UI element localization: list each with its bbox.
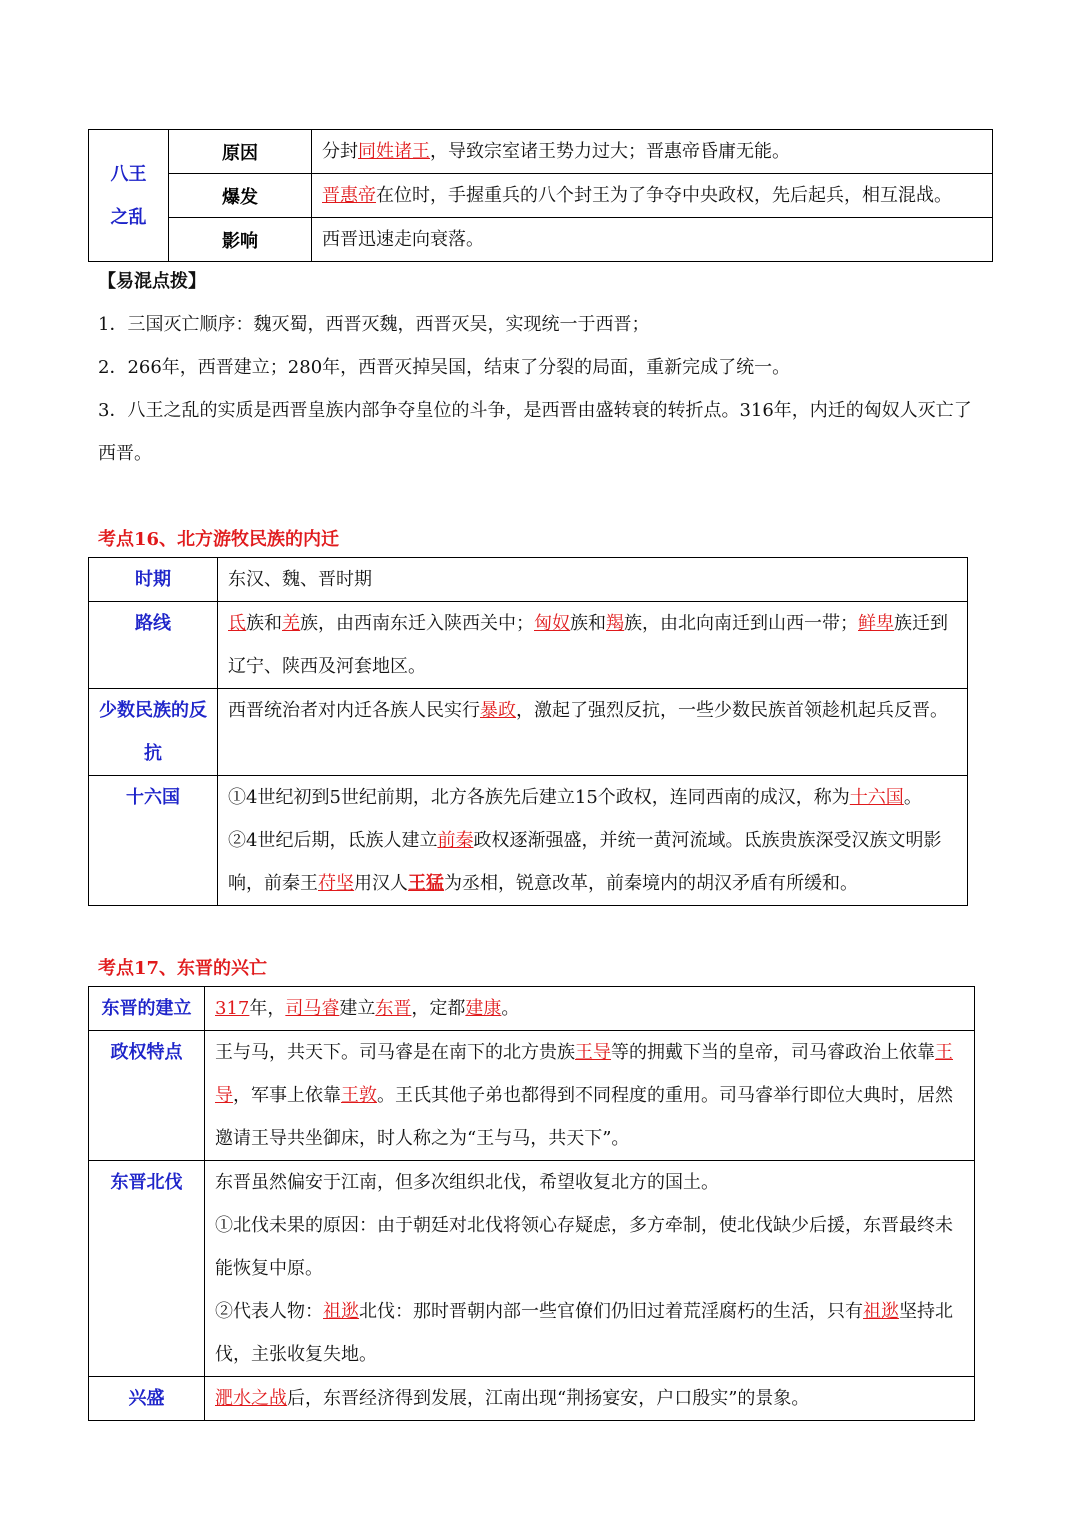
text-run: ，激起了强烈反抗，一些少数民族首领趁机起兵反晋。 — [516, 700, 948, 721]
tips-title: 【易混点拨】 — [98, 271, 206, 292]
text-run: 族和 — [570, 613, 606, 634]
table-eight-kings — [88, 129, 993, 262]
keyword: 氐 — [228, 613, 246, 634]
table-row — [89, 1031, 975, 1161]
keyword: 同姓诸王 — [358, 141, 430, 162]
content-paragraph — [228, 558, 957, 601]
keyword: 晋惠帝 — [322, 185, 376, 206]
row-content — [312, 218, 993, 262]
table-eastern-jin — [88, 986, 975, 1421]
content-paragraph — [228, 776, 957, 819]
keyword: 羌 — [282, 613, 300, 634]
text-run: 政权逐渐强盛，并统一黄河流域。氐族贵族深受汉族文明影响，前秦王 — [228, 830, 942, 894]
text-run: 族，由西南东迁入陕西关中； — [300, 613, 534, 634]
table-row — [89, 1377, 975, 1421]
text-run: 。王氏其他子弟也都得到不同程度的重用。司马睿举行即位大典时，居然邀请王导共坐御床，时人称之为“王与马，共天下”。 — [215, 1085, 953, 1149]
text-run: 西晋统治者对内迁各族人民实行 — [228, 700, 480, 721]
tip-item: 2．266年，西晋建立；280年，西晋灭掉吴国，结束了分裂的局面，重新完成了统一。 — [98, 357, 791, 378]
text-run: 。 — [903, 787, 922, 808]
text-run: ，导致宗室诸王势力过大；晋惠帝昏庸无能。 — [430, 141, 790, 162]
text-run: ②代表人物： — [215, 1301, 323, 1322]
table-row — [89, 1161, 975, 1377]
keyword: 祖逖 — [863, 1301, 899, 1322]
keyword: 十六国 — [849, 787, 904, 808]
table-row — [89, 987, 975, 1031]
row-label: 时期 — [89, 558, 218, 602]
table-row — [89, 602, 968, 689]
row-label: 东晋的建立 — [89, 987, 205, 1031]
keyword: 王敦 — [341, 1085, 377, 1106]
table-row — [89, 689, 968, 776]
tip-item: 3．八王之乱的实质是西晋皇族内部争夺皇位的斗争，是西晋由盛转衰的转折点。316年，内迁的匈奴人灭亡了西晋。 — [98, 400, 972, 464]
text-run: 为丞相，锐意改革，前秦境内的胡汉矛盾有所缓和。 — [444, 873, 858, 894]
content-paragraph — [215, 987, 964, 1030]
keyword: 建康 — [465, 998, 502, 1019]
row-content — [312, 130, 993, 174]
row-content — [218, 689, 968, 776]
row-content — [205, 987, 975, 1031]
keyword: 祖逖 — [323, 1301, 359, 1322]
row-label: 原因 — [169, 130, 312, 174]
content-paragraph — [215, 1377, 964, 1420]
text-run: 东晋虽然偏安于江南，但多次组织北伐，希望收复北方的国土。 — [215, 1172, 719, 1193]
row-content — [312, 174, 993, 218]
text-run: 族迁到辽宁、陕西及河套地区。 — [228, 613, 948, 677]
table-row — [89, 558, 968, 602]
text-run: 坚持北伐，主张收复失地。 — [215, 1301, 953, 1365]
table-row — [89, 776, 968, 906]
text-run: ，军事上依靠 — [233, 1085, 341, 1106]
text-run: 后，东晋经济得到发展，江南出现“荆扬宴安，户口殷实”的景象。 — [287, 1388, 810, 1409]
row-label: 少数民族的反抗 — [89, 689, 218, 776]
keyword: 鲜卑 — [858, 613, 894, 634]
keyword: 苻坚 — [318, 873, 354, 894]
group-label-line: 八王 — [110, 163, 147, 185]
row-label: 影响 — [169, 218, 312, 262]
text-run: 王与马，共天下。司马睿是在南下的北方贵族 — [215, 1042, 575, 1063]
row-content — [218, 558, 968, 602]
content-paragraph — [215, 1290, 964, 1376]
row-content — [218, 776, 968, 906]
text-run: 北伐：那时晋朝内部一些官僚们仍旧过着荒淫腐朽的生活，只有 — [359, 1301, 863, 1322]
content-paragraph — [215, 1161, 964, 1204]
content-paragraph — [215, 1031, 964, 1160]
keyword: 王导 — [575, 1042, 611, 1063]
text-run: 西晋迅速走向衰落。 — [322, 229, 484, 250]
row-content — [218, 602, 968, 689]
row-label: 政权特点 — [89, 1031, 205, 1161]
row-label: 十六国 — [89, 776, 218, 906]
text-run: 建立 — [339, 998, 376, 1019]
text-run: 族和 — [246, 613, 282, 634]
keyword: 前秦 — [437, 830, 474, 851]
text-run: ②4世纪后期，氐族人建立 — [228, 830, 438, 851]
section-16-title: 考点16、北方游牧民族的内迁 — [98, 529, 340, 550]
keyword: 王导 — [215, 1042, 953, 1106]
table-migration — [88, 557, 968, 906]
text-run: 在位时，手握重兵的八个封王为了争夺中央政权，先后起兵，相互混战。 — [376, 185, 952, 206]
row-label: 路线 — [89, 602, 218, 689]
content-paragraph — [215, 1204, 964, 1290]
text-run: 族，由北向南迁到山西一带； — [624, 613, 858, 634]
keyword: 东晋 — [375, 998, 412, 1019]
row-label: 爆发 — [169, 174, 312, 218]
text-run: 东汉、魏、晋时期 — [228, 569, 372, 590]
keyword: 暴政 — [480, 700, 516, 721]
content-paragraph — [228, 689, 957, 732]
group-label-line: 之乱 — [110, 206, 147, 228]
content-paragraph — [228, 602, 957, 688]
keyword: 司马睿 — [285, 998, 340, 1019]
row-content — [205, 1377, 975, 1421]
text-run: 。 — [501, 998, 520, 1019]
keyword: 317 — [215, 998, 250, 1019]
content-paragraph — [228, 819, 957, 905]
text-run: ①北伐未果的原因：由于朝廷对北伐将领心存疑虑，多方牵制，使北伐缺少后援，东晋最终未能恢复中原。 — [215, 1215, 953, 1279]
row-label: 东晋北伐 — [89, 1161, 205, 1377]
text-run: ①4世纪初到5世纪前期，北方各族先后建立15个政权，连同西南的成汉，称为 — [228, 787, 850, 808]
section-17-title: 考点17、东晋的兴亡 — [98, 958, 268, 979]
text-run: 年， — [249, 998, 286, 1019]
keyword: 匈奴 — [534, 613, 570, 634]
text-run: ，定都 — [411, 998, 466, 1019]
group-label — [89, 130, 169, 262]
keyword: 羯 — [606, 613, 624, 634]
tip-item: 1．三国灭亡顺序：魏灭蜀，西晋灭魏，西晋灭吴，实现统一于西晋； — [98, 314, 650, 335]
row-label: 兴盛 — [89, 1377, 205, 1421]
keyword: 淝水之战 — [215, 1388, 287, 1409]
keyword-bold: 王猛 — [408, 873, 444, 894]
text-run: 分封 — [322, 141, 358, 162]
text-run: 等的拥戴下当的皇帝，司马睿政治上依靠 — [611, 1042, 935, 1063]
row-content — [205, 1031, 975, 1161]
row-content — [205, 1161, 975, 1377]
text-run: 用汉人 — [354, 873, 408, 894]
